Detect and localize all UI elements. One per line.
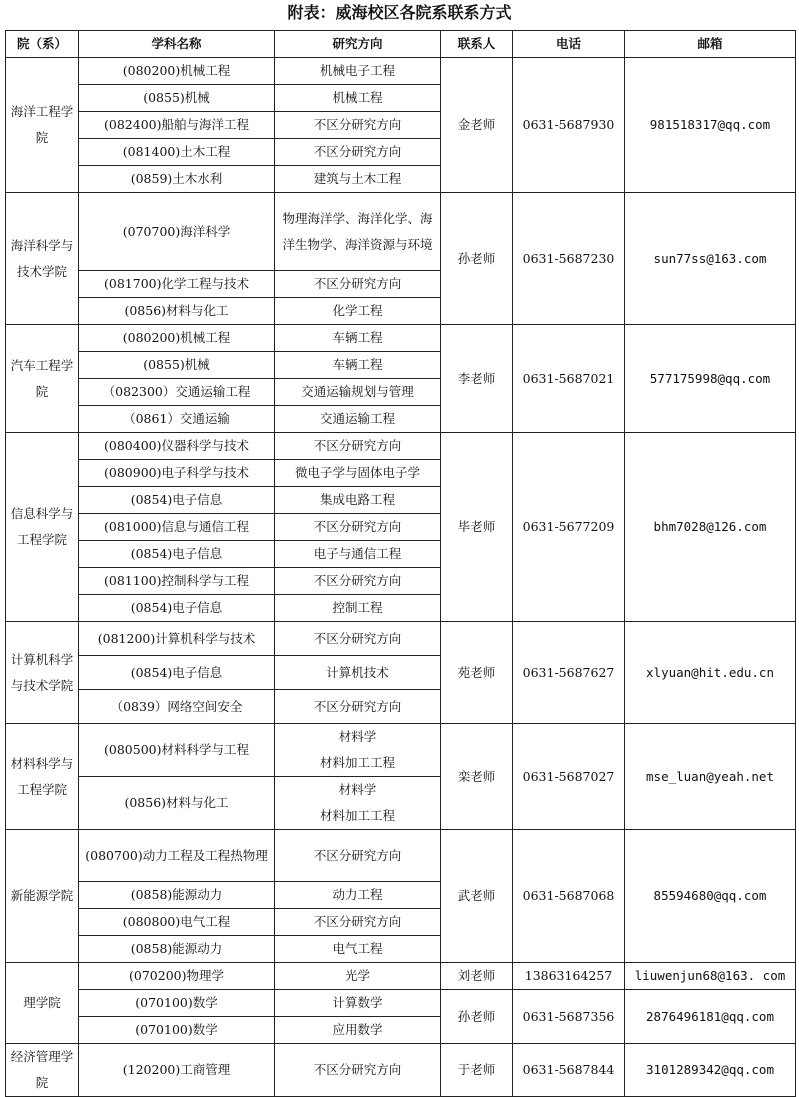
- direction-cell: 不区分研究方向: [275, 1044, 441, 1097]
- dept-cell: 经济管理学院: [6, 1044, 79, 1097]
- subject-cell: （0839）网络空间安全: [79, 690, 275, 724]
- subject-cell: (120200)工商管理: [79, 1044, 275, 1097]
- dept-cell: 海洋科学与技术学院: [6, 193, 79, 325]
- subject-cell: (080700)动力工程及工程热物理: [79, 830, 275, 882]
- email-cell: 577175998@qq.com: [625, 325, 796, 433]
- direction-cell: 材料学 材料加工工程: [275, 777, 441, 830]
- subject-cell: (0854)电子信息: [79, 595, 275, 622]
- contact-person-cell: 栾老师: [441, 724, 513, 830]
- direction-cell: 交通运输规划与管理: [275, 379, 441, 406]
- direction-cell: 不区分研究方向: [275, 433, 441, 460]
- contact-person-cell: 孙老师: [441, 193, 513, 325]
- subject-cell: (080200)机械工程: [79, 325, 275, 352]
- subject-cell: (070700)海洋科学: [79, 193, 275, 271]
- table-body: [6, 58, 796, 1097]
- phone-cell: 0631-5687930: [513, 58, 625, 193]
- phone-cell: 0631-5687027: [513, 724, 625, 830]
- direction-cell: 物理海洋学、海洋化学、海洋生物学、海洋资源与环境: [275, 193, 441, 271]
- subject-cell: (080800)电气工程: [79, 909, 275, 936]
- table-row: [6, 963, 796, 990]
- contact-person-cell: 武老师: [441, 830, 513, 963]
- table-row: [6, 325, 796, 352]
- direction-cell: 计算数学: [275, 990, 441, 1017]
- phone-cell: 0631-5687021: [513, 325, 625, 433]
- direction-cell: 计算机技术: [275, 656, 441, 690]
- dept-cell: 信息科学与工程学院: [6, 433, 79, 622]
- email-cell: 2876496181@qq.com: [625, 990, 796, 1044]
- table-row: [6, 193, 796, 271]
- header-email: 邮箱: [625, 31, 796, 58]
- subject-cell: (081400)土木工程: [79, 139, 275, 166]
- phone-cell: 0631-5677209: [513, 433, 625, 622]
- contact-person-cell: 苑老师: [441, 622, 513, 724]
- table-row: [6, 622, 796, 656]
- email-cell: 85594680@qq.com: [625, 830, 796, 963]
- direction-cell: 不区分研究方向: [275, 112, 441, 139]
- table-row: [6, 724, 796, 777]
- direction-cell: 不区分研究方向: [275, 830, 441, 882]
- email-cell: sun77ss@163.com: [625, 193, 796, 325]
- email-cell: 981518317@qq.com: [625, 58, 796, 193]
- subject-cell: (0858)能源动力: [79, 936, 275, 963]
- table-row: [6, 58, 796, 85]
- dept-cell: 计算机科学与技术学院: [6, 622, 79, 724]
- direction-cell: 机械工程: [275, 85, 441, 112]
- header-subject: 学科名称: [79, 31, 275, 58]
- direction-cell: 建筑与土木工程: [275, 166, 441, 193]
- subject-cell: (070100)数学: [79, 990, 275, 1017]
- direction-cell: 车辆工程: [275, 325, 441, 352]
- header-direction: 研究方向: [275, 31, 441, 58]
- header-contact: 联系人: [441, 31, 513, 58]
- contact-table: [5, 30, 796, 1097]
- direction-cell: 应用数学: [275, 1017, 441, 1044]
- contact-person-cell: 孙老师: [441, 990, 513, 1044]
- direction-cell: 不区分研究方向: [275, 514, 441, 541]
- subject-cell: (0859)土木水利: [79, 166, 275, 193]
- subject-cell: (0858)能源动力: [79, 882, 275, 909]
- direction-cell: 车辆工程: [275, 352, 441, 379]
- subject-cell: (080500)材料科学与工程: [79, 724, 275, 777]
- subject-cell: (0855)机械: [79, 85, 275, 112]
- direction-cell: 动力工程: [275, 882, 441, 909]
- contact-person-cell: 于老师: [441, 1044, 513, 1097]
- direction-cell: 集成电路工程: [275, 487, 441, 514]
- direction-cell: 化学工程: [275, 298, 441, 325]
- subject-cell: (082400)船舶与海洋工程: [79, 112, 275, 139]
- direction-cell: 不区分研究方向: [275, 909, 441, 936]
- header-dept: 院（系）: [6, 31, 79, 58]
- header-phone: 电话: [513, 31, 625, 58]
- header-row: [6, 31, 796, 58]
- contact-person-cell: 李老师: [441, 325, 513, 433]
- subject-cell: (070100)数学: [79, 1017, 275, 1044]
- direction-cell: 控制工程: [275, 595, 441, 622]
- phone-cell: 13863164257: [513, 963, 625, 990]
- subject-cell: (0856)材料与化工: [79, 777, 275, 830]
- direction-cell: 不区分研究方向: [275, 139, 441, 166]
- phone-cell: 0631-5687627: [513, 622, 625, 724]
- email-cell: bhm7028@126.com: [625, 433, 796, 622]
- subject-cell: (0856)材料与化工: [79, 298, 275, 325]
- subject-cell: (0855)机械: [79, 352, 275, 379]
- phone-cell: 0631-5687230: [513, 193, 625, 325]
- phone-cell: 0631-5687844: [513, 1044, 625, 1097]
- table-row: [6, 1044, 796, 1097]
- dept-cell: 汽车工程学院: [6, 325, 79, 433]
- dept-cell: 理学院: [6, 963, 79, 1044]
- direction-cell: 不区分研究方向: [275, 622, 441, 656]
- subject-cell: (080200)机械工程: [79, 58, 275, 85]
- subject-cell: （0861）交通运输: [79, 406, 275, 433]
- subject-cell: (080400)仪器科学与技术: [79, 433, 275, 460]
- email-cell: xlyuan@hit.edu.cn: [625, 622, 796, 724]
- table-row: [6, 433, 796, 460]
- email-cell: 3101289342@qq.com: [625, 1044, 796, 1097]
- table-row: [6, 990, 796, 1017]
- subject-cell: (081200)计算机科学与技术: [79, 622, 275, 656]
- contact-person-cell: 刘老师: [441, 963, 513, 990]
- dept-cell: 材料科学与工程学院: [6, 724, 79, 830]
- phone-cell: 0631-5687356: [513, 990, 625, 1044]
- subject-cell: (081000)信息与通信工程: [79, 514, 275, 541]
- subject-cell: （082300）交通运输工程: [79, 379, 275, 406]
- email-cell: liuwenjun68@163. com: [625, 963, 796, 990]
- email-cell: mse_luan@yeah.net: [625, 724, 796, 830]
- direction-cell: 不区分研究方向: [275, 271, 441, 298]
- table-row: [6, 830, 796, 882]
- direction-cell: 材料学 材料加工工程: [275, 724, 441, 777]
- subject-cell: (0854)电子信息: [79, 487, 275, 514]
- subject-cell: (081700)化学工程与技术: [79, 271, 275, 298]
- direction-cell: 电气工程: [275, 936, 441, 963]
- direction-cell: 光学: [275, 963, 441, 990]
- direction-cell: 不区分研究方向: [275, 568, 441, 595]
- document-title: 附表：威海校区各院系联系方式: [287, 3, 512, 22]
- direction-cell: 电子与通信工程: [275, 541, 441, 568]
- direction-cell: 不区分研究方向: [275, 690, 441, 724]
- contact-person-cell: 毕老师: [441, 433, 513, 622]
- dept-cell: 海洋工程学院: [6, 58, 79, 193]
- direction-cell: 交通运输工程: [275, 406, 441, 433]
- subject-cell: (0854)电子信息: [79, 541, 275, 568]
- subject-cell: (081100)控制科学与工程: [79, 568, 275, 595]
- phone-cell: 0631-5687068: [513, 830, 625, 963]
- subject-cell: (070200)物理学: [79, 963, 275, 990]
- dept-cell: 新能源学院: [6, 830, 79, 963]
- subject-cell: (080900)电子科学与技术: [79, 460, 275, 487]
- direction-cell: 机械电子工程: [275, 58, 441, 85]
- subject-cell: (0854)电子信息: [79, 656, 275, 690]
- contact-person-cell: 金老师: [441, 58, 513, 193]
- direction-cell: 微电子学与固体电子学: [275, 460, 441, 487]
